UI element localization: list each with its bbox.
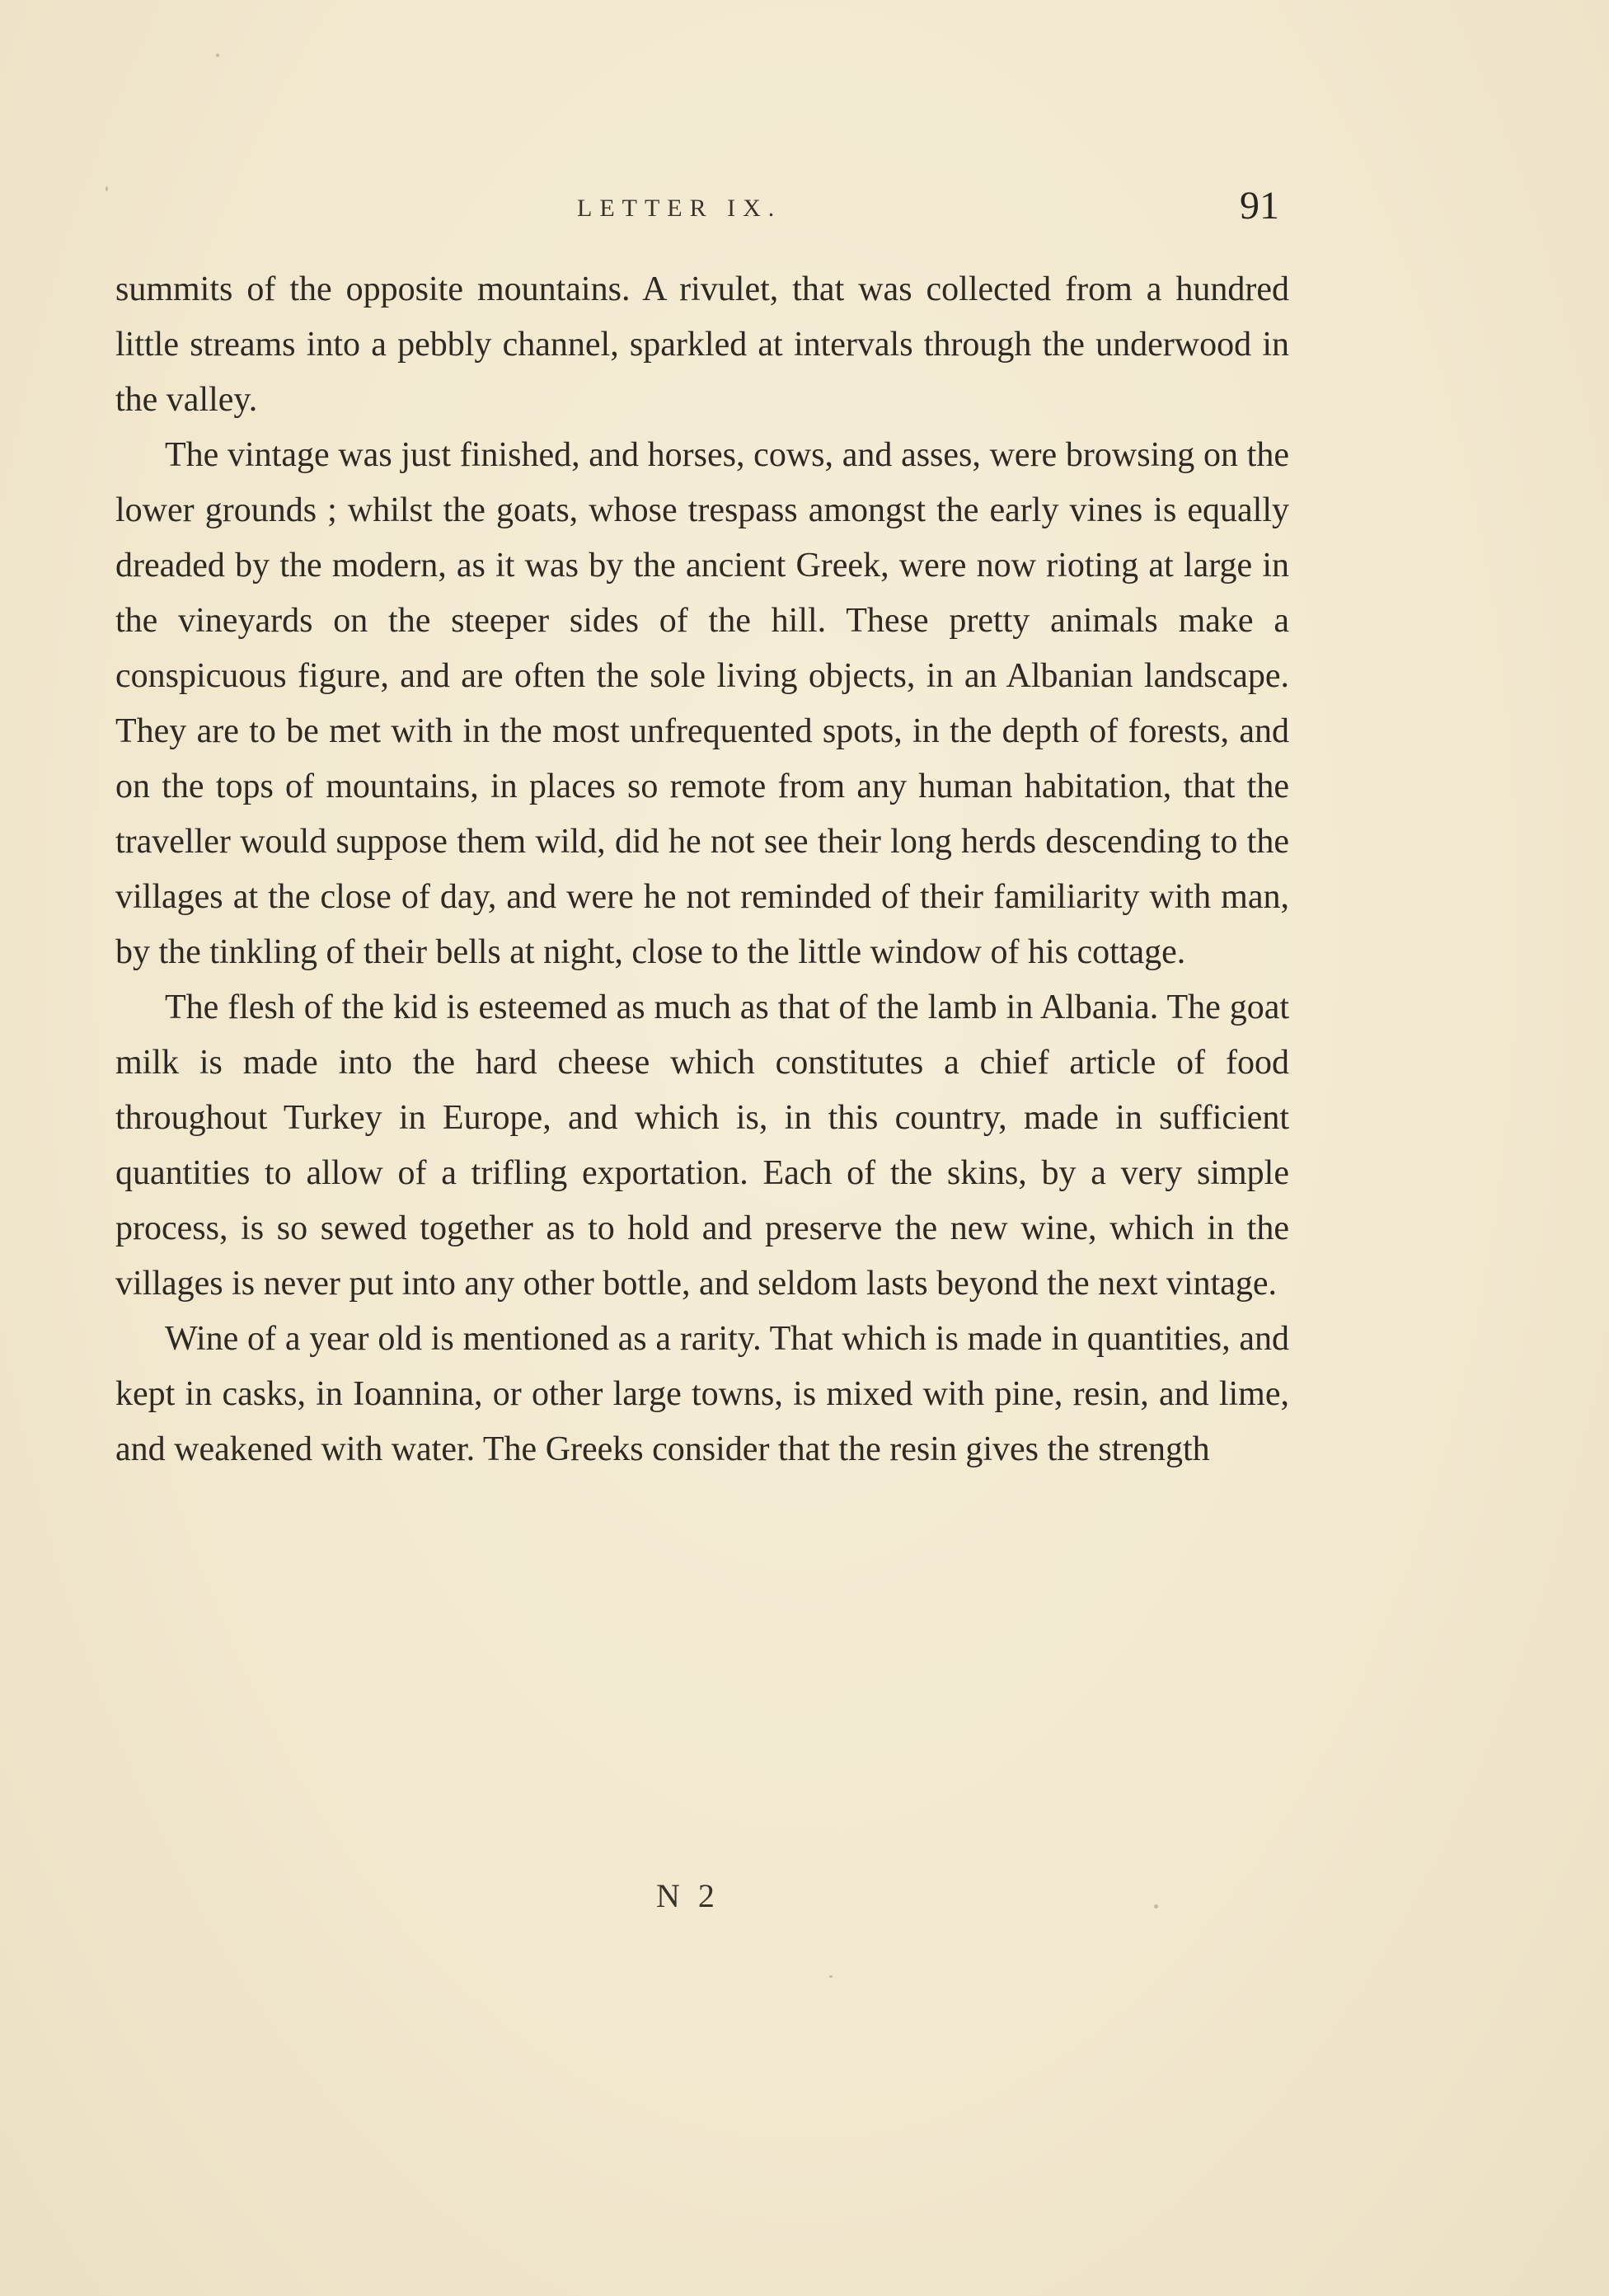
running-title: LETTER IX. xyxy=(577,195,782,222)
paragraph-continued: summits of the opposite mountains. A rivulet, that was collected from a hundred little streams into a pebbly channel, sparkled at intervals through the underwood in the valley. xyxy=(115,270,1289,419)
paper-speck xyxy=(1154,1904,1158,1909)
paragraph: The vintage was just finished, and horses, cows, and asses, were browsing on the lower grounds ; whilst the goats, whose trespass amongst the early vines is equally dreaded by the modern, as it was by the ancient Greek, were now rioting at large in the vineyards on the steeper sides of the hill. These pretty animals make a conspicuous figure, and are often the sole living objects, in an Albanian landscape. They are to be met with in the most unfrequented spots, in the depth of forests, and on the tops of mountains, in places so remote from any human habitation, that the traveller would suppose them wild, did he not see their long herds descending to the villages at the close of day, and were he not reminded of their familiarity with man, by the tinkling of their bells at night, close to the little window of his cottage. xyxy=(115,436,1289,971)
body-text xyxy=(115,262,1289,1477)
paragraph: Wine of a year old is mentioned as a rarity. That which is made in quantities, and kept in casks, in Ioannina, or other large towns, is mixed with pine, resin, and lime, and weakened with water. The Greeks consider that the resin gives the strength xyxy=(115,1320,1289,1468)
signature-mark: N 2 xyxy=(656,1877,720,1914)
paper-speck xyxy=(216,54,219,57)
paper-speck xyxy=(106,186,108,191)
running-head xyxy=(0,183,1609,232)
paragraph: The flesh of the kid is esteemed as much as that of the lamb in Albania. The goat milk is made into the hard cheese which constitutes a chief article of food throughout Turkey in Europe, and which is, in this country, made in sufficient quantities to allow of a trifling exportation. Each of the skins, by a very simple process, is so sewed together as to hold and preserve the new wine, which in the villages is never put into any other bottle, and seldom lasts beyond the next vintage. xyxy=(115,988,1289,1303)
paper-speck xyxy=(829,1975,833,1978)
page-number: 91 xyxy=(1240,184,1279,228)
